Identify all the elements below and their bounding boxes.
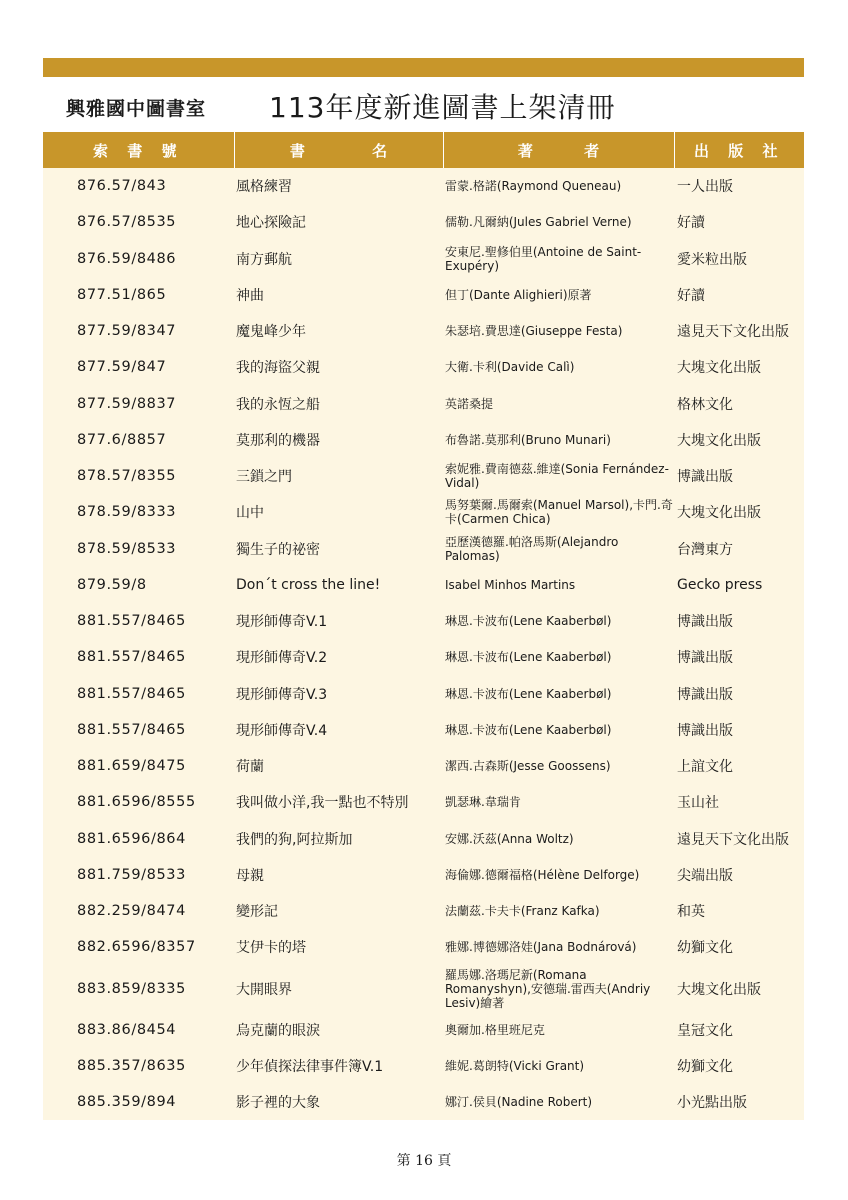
- author-cell: 雷蒙.格諾(Raymond Queneau): [445, 179, 622, 194]
- table-row: [43, 422, 804, 458]
- title-cell: 莫那利的機器: [236, 432, 320, 449]
- call-number-cell: 885.359/894: [77, 1094, 177, 1111]
- publisher-cell: 幼獅文化: [677, 1058, 733, 1075]
- title-cell: 變形記: [236, 904, 278, 921]
- call-number-cell: 883.859/8335: [77, 980, 186, 997]
- call-number-cell: 881.759/8533: [77, 866, 186, 883]
- table-row: [43, 349, 804, 385]
- call-number-cell: 881.6596/8555: [77, 794, 196, 811]
- table-row: [43, 821, 804, 857]
- author-cell: 琳恩.卡波布(Lene Kaaberbøl): [445, 650, 612, 665]
- publisher-cell: 博識出版: [677, 722, 733, 739]
- table-row: [43, 168, 804, 204]
- column-header-author: 著 者: [443, 132, 674, 168]
- publisher-cell: 格林文化: [677, 396, 733, 413]
- publisher-cell: 皇冠文化: [677, 1022, 733, 1039]
- author-cell: 琳恩.卡波布(Lene Kaaberbøl): [445, 722, 612, 737]
- table-row: [43, 676, 804, 712]
- publisher-cell: 大塊文化出版: [677, 432, 761, 449]
- author-cell: 奧爾加.格里班尼克: [445, 1022, 545, 1037]
- call-number-cell: 878.57/8355: [77, 468, 177, 485]
- publisher-cell: 台灣東方: [677, 541, 733, 558]
- publisher-cell: 好讀: [677, 287, 705, 304]
- author-cell: 娜汀.侯貝(Nadine Robert): [445, 1095, 593, 1110]
- publisher-cell: 一人出版: [677, 179, 733, 196]
- publisher-cell: 好讀: [677, 215, 705, 232]
- author-cell: 索妮雅.費南德茲.維達(Sonia Fernández-Vidal): [445, 462, 669, 491]
- title-cell: 地心探險記: [236, 215, 306, 232]
- publisher-cell: 玉山社: [677, 795, 719, 812]
- title-cell: 現形師傳奇V.2: [236, 650, 328, 667]
- title-cell: 烏克蘭的眼淚: [236, 1022, 320, 1039]
- title-cell: 神曲: [236, 287, 264, 304]
- author-cell: 儒勒.凡爾納(Jules Gabriel Verne): [445, 215, 632, 230]
- publisher-cell: 小光點出版: [677, 1095, 747, 1112]
- author-cell: 朱瑟培.費思達(Giuseppe Festa): [445, 324, 623, 339]
- title-cell: 現形師傳奇V.4: [236, 722, 328, 739]
- call-number-cell: 876.57/843: [77, 178, 167, 195]
- title-cell: 獨生子的祕密: [236, 541, 320, 558]
- table-row: [43, 531, 804, 567]
- call-number-cell: 881.659/8475: [77, 758, 186, 775]
- table-row: [43, 893, 804, 929]
- table-row: [43, 1048, 804, 1084]
- top-color-band: [43, 58, 804, 77]
- author-cell: 潔西.古森斯(Jesse Goossens): [445, 759, 611, 774]
- publisher-cell: Gecko press: [677, 576, 763, 593]
- table-row: [43, 567, 804, 603]
- author-cell: 法蘭茲.卡夫卡(Franz Kafka): [445, 904, 600, 919]
- title-cell: 我的海盜父親: [236, 360, 320, 377]
- table-row: [43, 458, 804, 494]
- page-title: 113年度新進圖書上架清冊: [269, 91, 616, 124]
- call-number-cell: 882.259/8474: [77, 903, 186, 920]
- author-cell: 琳恩.卡波布(Lene Kaaberbøl): [445, 614, 612, 629]
- call-number-cell: 877.59/8347: [77, 323, 177, 340]
- author-cell: 維妮.葛朗特(Vicki Grant): [445, 1058, 585, 1073]
- table-row: [43, 929, 804, 965]
- call-number-cell: 885.357/8635: [77, 1057, 186, 1074]
- author-cell: 凱瑟琳.韋瑞肯: [445, 795, 521, 810]
- book-list-table: [43, 132, 804, 1120]
- column-header-publisher: 出 版 社: [674, 132, 804, 168]
- table-row: [43, 784, 804, 820]
- title-cell: 影子裡的大象: [236, 1095, 320, 1112]
- table-row: [43, 277, 804, 313]
- call-number-cell: 877.59/847: [77, 359, 167, 376]
- call-number-cell: 877.6/8857: [77, 431, 167, 448]
- author-cell: 亞歷漢德羅.帕洛馬斯(Alejandro Palomas): [445, 534, 619, 563]
- call-number-cell: 881.6596/864: [77, 830, 186, 847]
- call-number-cell: 882.6596/8357: [77, 939, 196, 956]
- call-number-cell: 876.57/8535: [77, 214, 177, 231]
- call-number-cell: 878.59/8333: [77, 504, 177, 521]
- table-row: [43, 494, 804, 530]
- call-number-cell: 883.86/8454: [77, 1021, 177, 1038]
- title-cell: 山中: [236, 505, 264, 522]
- publisher-cell: 愛米粒出版: [677, 251, 747, 268]
- publisher-cell: 博識出版: [677, 469, 733, 486]
- publisher-cell: 遠見天下文化出版: [677, 831, 789, 848]
- call-number-cell: 881.557/8465: [77, 685, 186, 702]
- author-cell: 雅娜.博德娜洛娃(Jana Bodnárová): [445, 940, 637, 955]
- table-row: [43, 1012, 804, 1048]
- title-cell: 南方郵航: [236, 251, 292, 268]
- author-cell: 大衛.卡利(Davide Calì): [445, 360, 575, 375]
- publisher-cell: 博識出版: [677, 614, 733, 631]
- title-cell: 風格練習: [236, 179, 292, 196]
- publisher-cell: 大塊文化出版: [677, 360, 761, 377]
- publisher-cell: 幼獅文化: [677, 940, 733, 957]
- table-row: [43, 639, 804, 675]
- call-number-cell: 881.557/8465: [77, 649, 186, 666]
- author-cell: 馬努葉爾.馬爾索(Manuel Marsol),卡門.奇卡(Carmen Chica): [445, 498, 673, 527]
- table-row: [43, 1084, 804, 1120]
- school-name: 興雅國中圖書室: [66, 98, 207, 120]
- publisher-cell: 和英: [677, 904, 705, 921]
- table-row: [43, 386, 804, 422]
- author-cell: 安東尼.聖修伯里(Antoine de Saint-Exupéry): [445, 244, 642, 273]
- table-row: [43, 712, 804, 748]
- title-cell: 我的永恆之船: [236, 396, 320, 413]
- call-number-cell: 877.51/865: [77, 286, 167, 303]
- author-cell: Isabel Minhos Martins: [445, 577, 576, 592]
- author-cell: 布魯諾.莫那利(Bruno Munari): [445, 432, 611, 447]
- title-cell: 少年偵探法律事件簿V.1: [236, 1058, 384, 1075]
- author-cell: 羅馬娜.洛瑪尼新(Romana Romanyshyn),安德瑞.雷西夫(Andriy Lesiv)繪著: [445, 967, 651, 1010]
- title-cell: 母親: [236, 867, 264, 884]
- author-cell: 但丁(Dante Alighieri)原著: [445, 287, 592, 302]
- title-cell: 現形師傳奇V.3: [236, 686, 328, 703]
- table-row: [43, 241, 804, 277]
- title-cell: Don´t cross the line!: [236, 576, 381, 593]
- title-cell: 三鎖之門: [236, 469, 292, 486]
- column-header-call-number: 索 書 號: [43, 132, 234, 168]
- call-number-cell: 876.59/8486: [77, 250, 177, 267]
- call-number-cell: 877.59/8837: [77, 395, 177, 412]
- publisher-cell: 博識出版: [677, 686, 733, 703]
- title-cell: 荷蘭: [236, 759, 264, 776]
- column-header-title: 書 名: [234, 132, 443, 168]
- call-number-cell: 878.59/8533: [77, 540, 177, 557]
- table-row: [43, 857, 804, 893]
- publisher-cell: 遠見天下文化出版: [677, 324, 789, 341]
- title-cell: 艾伊卡的塔: [236, 940, 306, 957]
- publisher-cell: 尖端出版: [677, 867, 733, 884]
- page-number: 第 16 頁: [396, 1153, 452, 1169]
- title-cell: 魔鬼峰少年: [236, 324, 306, 341]
- author-cell: 英諾桑提: [445, 396, 494, 411]
- table-row: [43, 748, 804, 784]
- table-row: [43, 603, 804, 639]
- publisher-cell: 大塊文化出版: [677, 505, 761, 522]
- title-cell: 我們的狗,阿拉斯加: [236, 831, 353, 848]
- call-number-cell: 881.557/8465: [77, 613, 186, 630]
- author-cell: 海倫娜.德爾福格(Hélène Delforge): [445, 867, 640, 882]
- author-cell: 琳恩.卡波布(Lene Kaaberbøl): [445, 686, 612, 701]
- call-number-cell: 879.59/8: [77, 576, 147, 593]
- table-row: [43, 966, 804, 1012]
- publisher-cell: 博識出版: [677, 650, 733, 667]
- publisher-cell: 大塊文化出版: [677, 981, 761, 998]
- call-number-cell: 881.557/8465: [77, 721, 186, 738]
- table-row: [43, 313, 804, 349]
- title-cell: 現形師傳奇V.1: [236, 614, 328, 631]
- author-cell: 安娜.沃茲(Anna Woltz): [445, 831, 574, 846]
- title-cell: 大開眼界: [236, 981, 292, 998]
- publisher-cell: 上誼文化: [677, 759, 733, 776]
- title-cell: 我叫做小洋,我一點也不特別: [236, 795, 409, 812]
- table-row: [43, 204, 804, 240]
- table-header-row: [43, 132, 804, 168]
- page-header: [43, 84, 804, 130]
